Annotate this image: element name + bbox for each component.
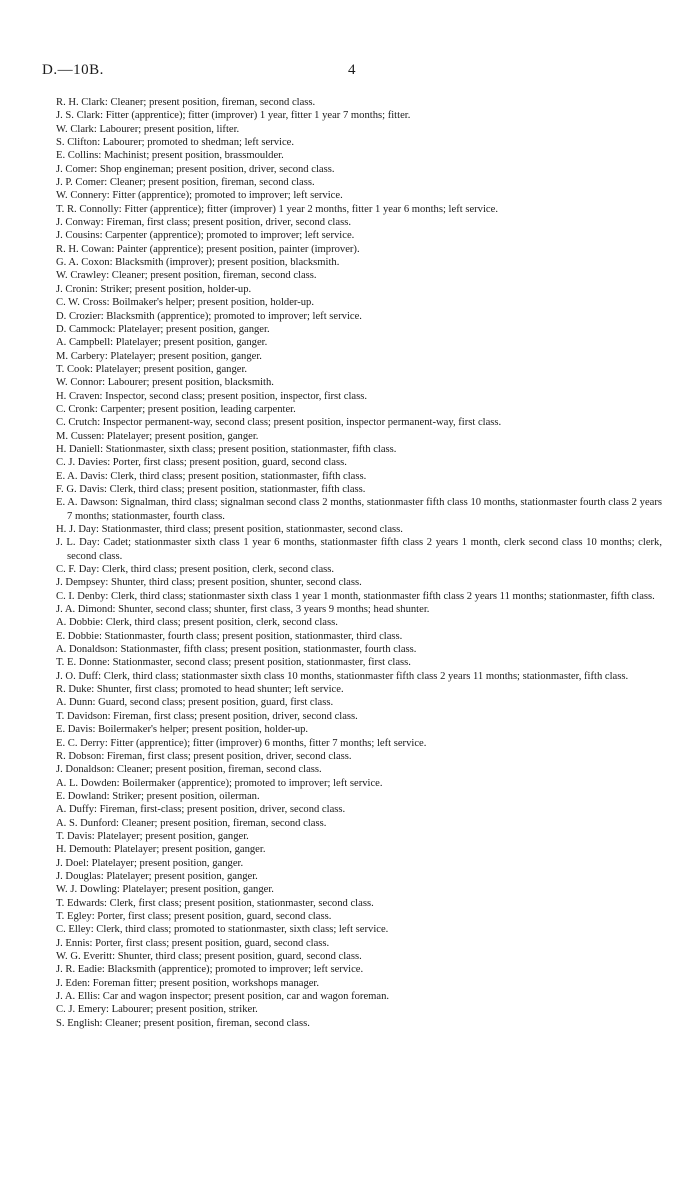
staff-record-entry: W. Connor: Labourer; present position, blacksmith.	[56, 377, 274, 389]
staff-record-entry: W. Crawley: Cleaner; present position, fireman, second class.	[56, 270, 317, 282]
staff-record-entry: J. Cousins: Carpenter (apprentice); promoted to improver; left service.	[56, 230, 355, 242]
staff-record-entry: C. Cronk: Carpenter; present position, leading carpenter.	[56, 403, 296, 415]
staff-record-entry: F. G. Davis: Clerk, third class; present position, stationmaster, fifth class.	[56, 483, 366, 495]
staff-record-entry: J. S. Clark: Fitter (apprentice); fitter (improver) 1 year, fitter 1 year 7 months; fitter.	[56, 110, 411, 122]
staff-record-entry: T. Cook: Platelayer; present position, ganger.	[56, 363, 248, 375]
staff-record-entry: A. Duffy: Fireman, first-class; present position, driver, second class.	[56, 804, 346, 816]
staff-record-entry: R. H. Cowan: Painter (apprentice); present position, painter (improver).	[56, 243, 360, 255]
staff-record-entry: A. Dunn: Guard, second class; present position, guard, first class.	[56, 697, 334, 709]
staff-record-entry: A. S. Dunford: Cleaner; present position, fireman, second class.	[56, 817, 327, 829]
staff-record-entry: E. Dowland: Striker; present position, oilerman.	[56, 790, 260, 802]
staff-record-entry: M. Cussen: Platelayer; present position, ganger.	[56, 430, 259, 442]
staff-record-entry: A. L. Dowden: Boilermaker (apprentice); promoted to improver; left service.	[56, 777, 383, 789]
staff-record-entry: J. Douglas: Platelayer; present position, ganger.	[56, 870, 258, 882]
staff-record-entry: H. Daniell: Stationmaster, sixth class; present position, stationmaster, fifth class.	[56, 443, 397, 455]
staff-record-entry: J. A. Dimond: Shunter, second class; shunter, first class, 3 years 9 months; head shunter.	[56, 604, 430, 616]
staff-record-entry: M. Carbery: Platelayer; present position, ganger.	[56, 350, 262, 362]
staff-record-entry: J. Eden: Foreman fitter; present position, workshops manager.	[56, 977, 320, 989]
staff-record-entry: G. A. Coxon: Blacksmith (improver); present position, blacksmith.	[56, 257, 340, 269]
staff-record-entry: A. Donaldson: Stationmaster, fifth class; present position, stationmaster, fourth class.	[56, 644, 417, 656]
staff-record-list	[56, 96, 662, 1030]
staff-record-entry: J. P. Comer: Cleaner; present position, fireman, second class.	[56, 177, 315, 189]
page-number: 4	[348, 62, 356, 78]
staff-record-entry: S. Clifton: Labourer; promoted to shedman; left service.	[56, 137, 295, 149]
staff-record-entry: J. Comer: Shop engineman; present position, driver, second class.	[56, 163, 335, 175]
staff-record-entry: C. Crutch: Inspector permanent-way, second class; present position, inspector permanent-way, first class.	[56, 417, 502, 429]
staff-record-entry: T. E. Donne: Stationmaster, second class; present position, stationmaster, first class.	[56, 657, 411, 669]
staff-record-entry: E. A. Davis: Clerk, third class; present position, stationmaster, fifth class.	[56, 470, 367, 482]
staff-record-entry: A. Campbell: Platelayer; present position, ganger.	[56, 337, 268, 349]
staff-record-entry: C. J. Davies: Porter, first class; present position, guard, second class.	[56, 457, 347, 469]
staff-record-entry: C. Elley: Clerk, third class; promoted to stationmaster, sixth class; left service.	[56, 924, 389, 936]
staff-record-entry: J. Cronin: Striker; present position, holder-up.	[56, 283, 252, 295]
staff-record-entry: C. I. Denby: Clerk, third class; stationmaster sixth class 1 year 1 month, stationmaster fifth class 2 years 11 months; stationmaster, fifth class.	[56, 590, 655, 602]
staff-record-entry: J. Donaldson: Cleaner; present position, fireman, second class.	[56, 764, 322, 776]
staff-record-entry: T. R. Connolly: Fitter (apprentice); fitter (improver) 1 year 2 months, fitter 1 year 6 months; left service.	[56, 203, 498, 215]
staff-record-entry: W. Clark: Labourer; present position, lifter.	[56, 123, 240, 135]
staff-record-entry: H. J. Day: Stationmaster, third class; present position, stationmaster, second class.	[56, 524, 403, 535]
staff-record-entry: R. Duke: Shunter, first class; promoted to head shunter; left service.	[56, 684, 344, 696]
staff-record-entry: E. C. Derry: Fitter (apprentice); fitter (improver) 6 months, fitter 7 months; left service.	[56, 737, 427, 749]
staff-record-entry: H. Demouth: Platelayer; present position, ganger.	[56, 844, 266, 856]
staff-record-entry: S. English: Cleaner; present position, fireman, second class.	[56, 1017, 310, 1029]
staff-record-entry: R. Dobson: Fireman, first class; present position, driver, second class.	[56, 750, 352, 762]
staff-record-entry: J. L. Day: Cadet; stationmaster sixth class 1 year 6 months, stationmaster fifth class 2 years 1 month, clerk second class 10 months; clerk, second class.	[56, 537, 662, 562]
staff-record-entry: J. O. Duff: Clerk, third class; stationmaster sixth class 10 months, stationmaster fifth class 2 years 11 months; stationmaster, fifth class.	[56, 670, 629, 682]
staff-record-entry: W. Connery: Fitter (apprentice); promoted to improver; left service.	[56, 190, 343, 202]
staff-record-entry: R. H. Clark: Cleaner; present position, fireman, second class.	[56, 97, 316, 108]
staff-record-entry: D. Cammock: Platelayer; present position, ganger.	[56, 323, 270, 335]
staff-record-entry: W. J. Dowling: Platelayer; present position, ganger.	[56, 884, 274, 896]
staff-record-entry: T. Egley: Porter, first class; present position, guard, second class.	[56, 910, 332, 922]
staff-record-entry: W. G. Everitt: Shunter, third class; present position, guard, second class.	[56, 951, 362, 962]
staff-record-entry: C. J. Emery: Labourer; present position, striker.	[56, 1004, 258, 1016]
staff-record-entry: J. Conway: Fireman, first class; present position, driver, second class.	[56, 217, 351, 229]
staff-record-entry: E. Davis: Boilermaker's helper; present position, holder-up.	[56, 724, 309, 736]
staff-record-entry: E. Collins: Machinist; present position, brassmoulder.	[56, 150, 284, 162]
page-header	[42, 62, 662, 82]
staff-record-entry: J. A. Ellis: Car and wagon inspector; present position, car and wagon foreman.	[56, 991, 390, 1003]
document-reference: D.—10B.	[42, 62, 104, 78]
staff-record-entry: J. Dempsey: Shunter, third class; present position, shunter, second class.	[56, 577, 362, 589]
staff-record-entry: C. W. Cross: Boilmaker's helper; present position, holder-up.	[56, 297, 314, 309]
staff-record-entry: H. Craven: Inspector, second class; present position, inspector, first class.	[56, 390, 368, 402]
staff-record-entry: A. Dobbie: Clerk, third class; present position, clerk, second class.	[56, 617, 338, 629]
staff-record-entry: T. Davidson: Fireman, first class; present position, driver, second class.	[56, 710, 358, 722]
staff-record-entry: D. Crozier: Blacksmith (apprentice); promoted to improver; left service.	[56, 310, 362, 322]
staff-record-entry: J. R. Eadie: Blacksmith (apprentice); promoted to improver; left service.	[56, 964, 364, 976]
staff-record-entry: C. F. Day: Clerk, third class; present position, clerk, second class.	[56, 564, 335, 576]
staff-record-entry: J. Doel: Platelayer; present position, ganger.	[56, 857, 244, 869]
staff-record-entry: E. A. Dawson: Signalman, third class; signalman second class 2 months, stationmaster fifth class 10 months, stationmaster fourth class 2 years 7 months; stationmaster, fourth class.	[56, 497, 662, 522]
staff-record-entry: T. Davis: Platelayer; present position, ganger.	[56, 830, 249, 842]
staff-record-entry: J. Ennis: Porter, first class; present position, guard, second class.	[56, 937, 330, 949]
staff-record-entry: T. Edwards: Clerk, first class; present position, stationmaster, second class.	[56, 897, 374, 909]
staff-record-entry: E. Dobbie: Stationmaster, fourth class; present position, stationmaster, third class.	[56, 630, 403, 642]
